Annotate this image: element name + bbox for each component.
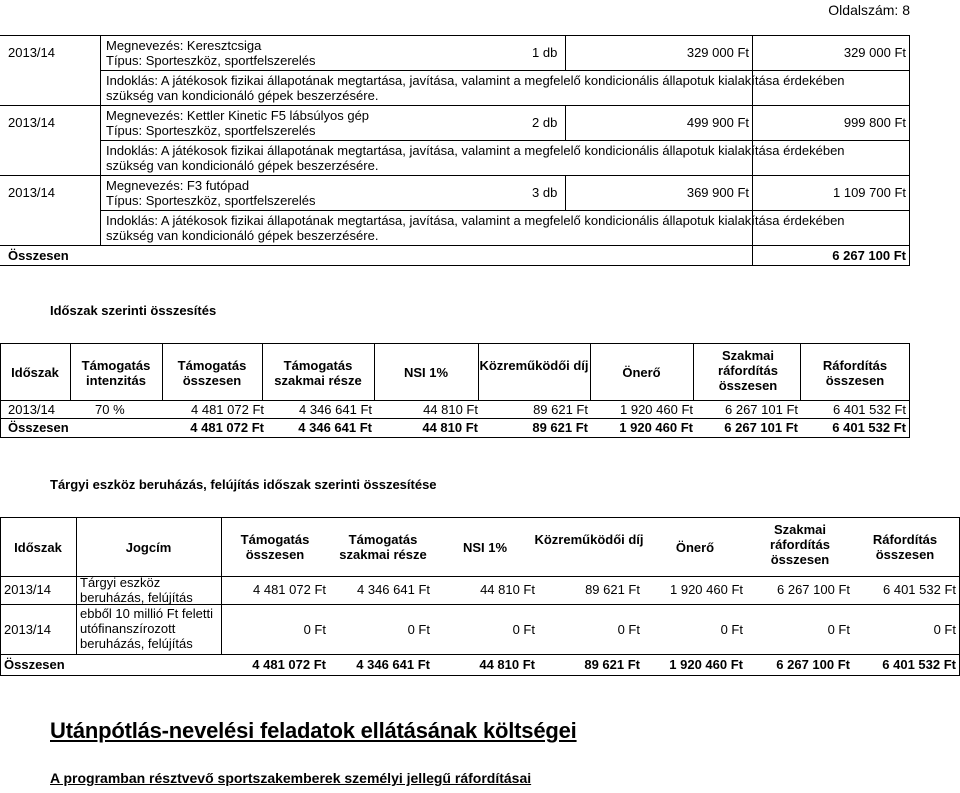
t2-header-support-professional: Támogatás szakmai része xyxy=(339,532,427,562)
t2-cell-title: ebből 10 millió Ft feletti utófinanszírozott beruházás, felújítás xyxy=(80,606,213,651)
items-rule-1 xyxy=(100,70,910,71)
item-reason: Indoklás: A játékosok fizikai állapotának megtartása, javítása, valamint a megfelelő kondicionális állapotuk kialakítása érdekében xyxy=(106,73,845,88)
t1-header-own-funds: Önerő xyxy=(622,365,661,380)
t1-total-cell: 4 481 072 Ft xyxy=(190,420,264,435)
t2-header-support-total: Támogatás összesen xyxy=(240,532,310,562)
t2-cell: 0 Ft xyxy=(720,622,743,637)
t2-total-cell: 4 481 072 Ft xyxy=(252,657,326,672)
t1-header-support-total: Támogatás összesen xyxy=(177,358,247,388)
t2-header-period: Időszak xyxy=(14,540,62,555)
t1-col-line xyxy=(693,343,694,400)
t2-header-professional-cost: Szakmai ráfordítás összesen xyxy=(770,522,830,567)
item-unit-price: 499 900 Ft xyxy=(686,115,749,130)
items-total-value: 6 267 100 Ft xyxy=(832,248,906,263)
t2-header-agent-fee: Közreműködői díj xyxy=(534,532,644,547)
section-title: Tárgyi eszköz beruházás, felújítás időszak szerinti összesítése xyxy=(50,477,437,492)
t2-cell: 6 267 100 Ft xyxy=(777,582,850,597)
t1-total-cell: 44 810 Ft xyxy=(422,420,478,435)
item-reason-cont: szükség van kondicionáló gépek beszerzésére. xyxy=(106,88,379,103)
item-type: Típus: Sporteszköz, sportfelszerelés xyxy=(106,123,316,138)
t1-cell: 4 481 072 Ft xyxy=(191,402,264,417)
t2-total-cell: 89 621 Ft xyxy=(584,657,640,672)
t1-total-cell: 1 920 460 Ft xyxy=(619,420,693,435)
t2-header-nsi: NSI 1% xyxy=(462,540,508,555)
items-divider-b xyxy=(565,105,566,140)
t1-bottom-rule xyxy=(0,437,910,438)
t2-total-cell: 44 810 Ft xyxy=(479,657,535,672)
t2-cell: 0 Ft xyxy=(512,622,535,637)
t1-total-cell: 6 401 532 Ft xyxy=(832,420,906,435)
t1-top-rule xyxy=(0,343,910,344)
items-rule-3 xyxy=(100,140,910,141)
items-rule-2 xyxy=(0,105,910,106)
t2-total-cell: 6 401 532 Ft xyxy=(882,657,956,672)
t2-col-line xyxy=(76,517,77,655)
t2-cell: 2013/14 xyxy=(4,582,51,597)
t1-cell: 4 346 641 Ft xyxy=(299,402,372,417)
t2-total-cell: 6 267 100 Ft xyxy=(776,657,850,672)
t1-header-agent-fee: Közreműködői díj xyxy=(479,358,589,373)
t2-cell: 89 621 Ft xyxy=(585,582,640,597)
items-rule-4 xyxy=(0,175,910,176)
item-total: 999 800 Ft xyxy=(843,115,906,130)
t2-cell: 6 401 532 Ft xyxy=(883,582,956,597)
t1-cell: 2013/14 xyxy=(8,402,55,417)
t2-top-rule xyxy=(0,517,960,518)
sub-heading: A programban résztvevő sportszakemberek személyi jellegű ráfordításai xyxy=(50,770,532,786)
items-rule-6 xyxy=(0,245,910,246)
item-type: Típus: Sporteszköz, sportfelszerelés xyxy=(106,53,316,68)
t2-cell: 1 920 460 Ft xyxy=(670,582,743,597)
t1-header-support-professional: Támogatás szakmai része xyxy=(274,358,362,388)
t2-header-title: Jogcím xyxy=(125,540,172,555)
page-number: Oldalszám: 8 xyxy=(828,2,910,18)
t1-total-label: Összesen xyxy=(8,420,69,435)
t2-total-cell: 1 920 460 Ft xyxy=(669,657,743,672)
t2-total-cell: 4 346 641 Ft xyxy=(356,657,430,672)
item-unit-price: 369 900 Ft xyxy=(686,185,749,200)
items-top-rule xyxy=(0,35,910,36)
item-unit-price: 329 000 Ft xyxy=(686,45,749,60)
t2-cell: 0 Ft xyxy=(303,622,326,637)
t1-left-border xyxy=(0,343,1,437)
t2-row-rule xyxy=(0,654,960,655)
t1-cell: 44 810 Ft xyxy=(423,402,478,417)
t1-cell: 89 621 Ft xyxy=(533,402,588,417)
item-period: 2013/14 xyxy=(8,115,55,130)
t2-header-own-funds: Önerő xyxy=(675,540,715,555)
t2-cell: 0 Ft xyxy=(827,622,850,637)
t2-cell: 0 Ft xyxy=(933,622,956,637)
item-reason-cont: szükség van kondicionáló gépek beszerzésére. xyxy=(106,228,379,243)
item-name: Megnevezés: Kettler Kinetic F5 lábsúlyos gép xyxy=(106,108,370,123)
item-period: 2013/14 xyxy=(8,185,55,200)
item-period: 2013/14 xyxy=(8,45,55,60)
item-reason: Indoklás: A játékosok fizikai állapotának megtartása, javítása, valamint a megfelelő kondicionális állapotuk kialakítása érdekében xyxy=(106,213,845,228)
item-total: 329 000 Ft xyxy=(843,45,906,60)
item-reason-cont: szükség van kondicionáló gépek beszerzésére. xyxy=(106,158,379,173)
item-qty: 2 db xyxy=(532,115,558,130)
t1-header-nsi: NSI 1% xyxy=(403,365,449,380)
t1-total-cell: 4 346 641 Ft xyxy=(298,420,372,435)
item-name: Megnevezés: F3 futópad xyxy=(106,178,250,193)
t1-header-intensity: Támogatás intenzitás xyxy=(81,358,151,388)
t1-cell: 1 920 460 Ft xyxy=(620,402,693,417)
t2-cell: 4 346 641 Ft xyxy=(357,582,430,597)
item-name: Megnevezés: Keresztcsiga xyxy=(106,38,262,53)
t1-total-cell: 89 621 Ft xyxy=(532,420,588,435)
section-title: Időszak szerinti összesítés xyxy=(50,303,217,318)
t1-header-rule xyxy=(0,400,910,401)
item-qty: 1 db xyxy=(532,45,558,60)
item-type: Típus: Sporteszköz, sportfelszerelés xyxy=(106,193,316,208)
t1-cell: 6 267 101 Ft xyxy=(725,402,798,417)
t2-cell: 0 Ft xyxy=(617,622,640,637)
items-rule-5 xyxy=(100,210,910,211)
t2-total-label: Összesen xyxy=(4,657,65,672)
item-qty: 3 db xyxy=(532,185,558,200)
main-heading: Utánpótlás-nevelési feladatok ellátásának költségei xyxy=(50,718,577,743)
t2-cell: 44 810 Ft xyxy=(480,582,535,597)
item-reason: Indoklás: A játékosok fizikai állapotának megtartása, javítása, valamint a megfelelő kondicionális állapotuk kialakítása érdekében xyxy=(106,143,845,158)
t2-bottom-rule xyxy=(0,675,960,676)
t1-header-period: Időszak xyxy=(11,365,59,380)
t2-cell: 4 481 072 Ft xyxy=(253,582,326,597)
t2-cell: 2013/14 xyxy=(4,622,51,637)
items-total-label: Összesen xyxy=(8,248,69,263)
t1-header-professional-cost: Szakmai ráfordítás összesen xyxy=(718,348,778,393)
t1-cell: 6 401 532 Ft xyxy=(833,402,906,417)
t1-cell: 70 % xyxy=(95,402,125,417)
items-rule-7 xyxy=(0,265,910,266)
item-total: 1 109 700 Ft xyxy=(833,185,906,200)
t2-cell: 0 Ft xyxy=(407,622,430,637)
t1-row-rule xyxy=(0,418,910,419)
t2-cell-title: Tárgyi eszköz beruházás, felújítás xyxy=(80,575,193,605)
t2-header-cost-total: Ráfordítás összesen xyxy=(872,532,938,562)
items-divider-c xyxy=(565,175,566,210)
items-divider-a xyxy=(565,35,566,70)
t1-total-cell: 6 267 101 Ft xyxy=(724,420,798,435)
t1-header-cost-total: Ráfordítás összesen xyxy=(822,358,888,388)
